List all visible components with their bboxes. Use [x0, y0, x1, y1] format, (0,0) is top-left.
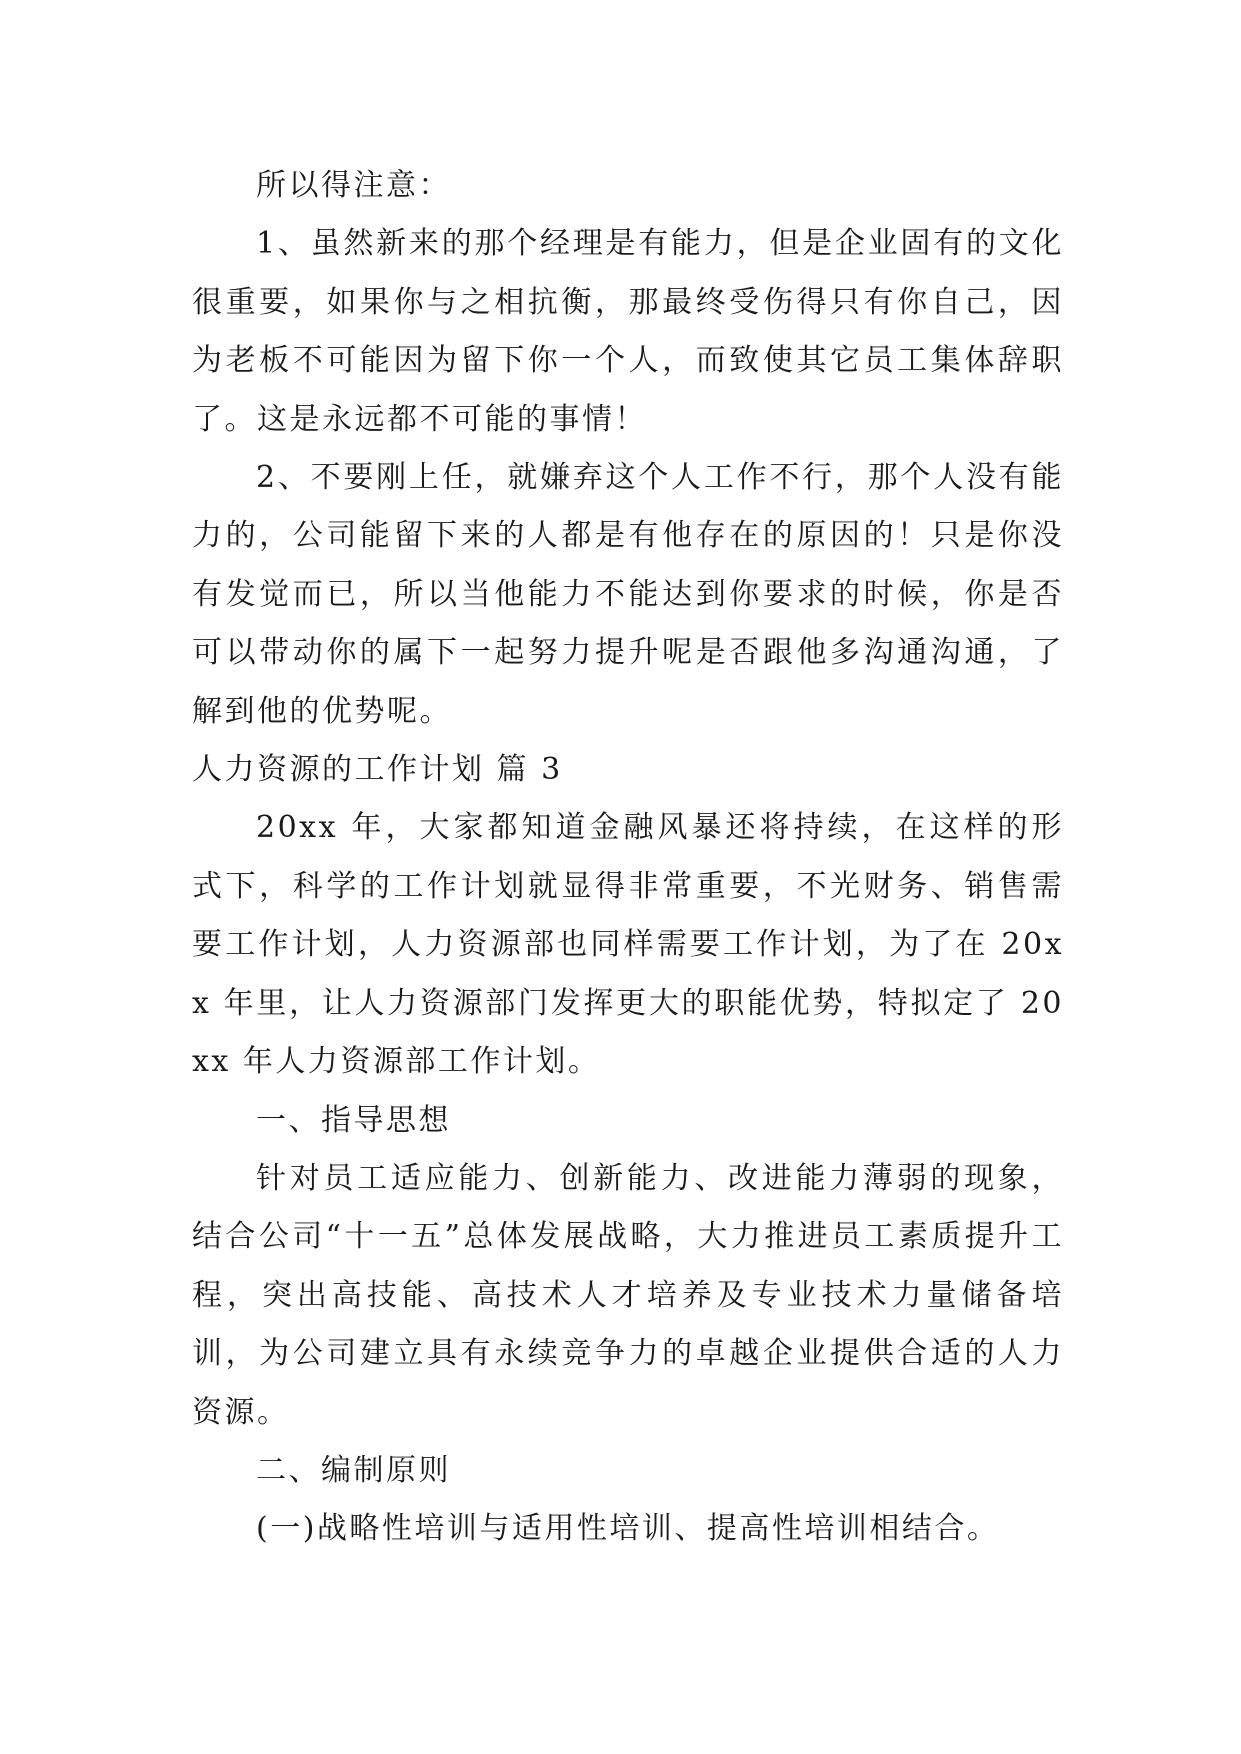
- subheading-principles: 二、编制原则: [256, 1452, 451, 1488]
- point-2-paragraph: 2、不要刚上任，就嫌弃这个人工作不行，那个人没有能力的，公司能留下来的人都是有他存在的原因的！只是你没有发觉而已，所以当他能力不能达到你要求的时候，你是否可以带动你的属下一起努力提升呢是否跟他多沟通沟通，了解到他的优势呢。: [192, 460, 1064, 729]
- intro-paragraph: 20xx 年，大家都知道金融风暴还将持续，在这样的形式下，科学的工作计划就显得非常重要，不光财务、销售需要工作计划，人力资源部也同样需要工作计划，为了在 20xx 年里，让人力资源部门发挥更大的职能优势，特拟定了 20xx 年人力资源部工作计划。: [192, 810, 1064, 1080]
- principle-1-paragraph: (一)战略性培训与适用性培训、提高性培训相结合。: [256, 1511, 1000, 1547]
- guiding-thought-paragraph: 针对员工适应能力、创新能力、改进能力薄弱的现象，结合公司“十一五”总体发展战略，大力推进员工素质提升工程，突出高技能、高技术人才培养及专业技术力量储备培训，为公司建立具有永续竞争力的卓越企业提供合适的人力资源。: [192, 1160, 1064, 1430]
- section-heading: 人力资源的工作计划 篇 3: [192, 752, 563, 788]
- attention-intro-paragraph: 所以得注意：: [256, 168, 451, 203]
- document-body: [192, 157, 1064, 1559]
- point-1-paragraph: 1、虽然新来的那个经理是有能力，但是企业固有的文化很重要，如果你与之相抗衡，那最终受伤得只有你自己，因为老板不可能因为留下你一个人，而致使其它员工集体辞职了。这是永远都不可能的事情！: [192, 226, 1064, 437]
- subheading-guiding-thought: 一、指导思想: [256, 1102, 451, 1138]
